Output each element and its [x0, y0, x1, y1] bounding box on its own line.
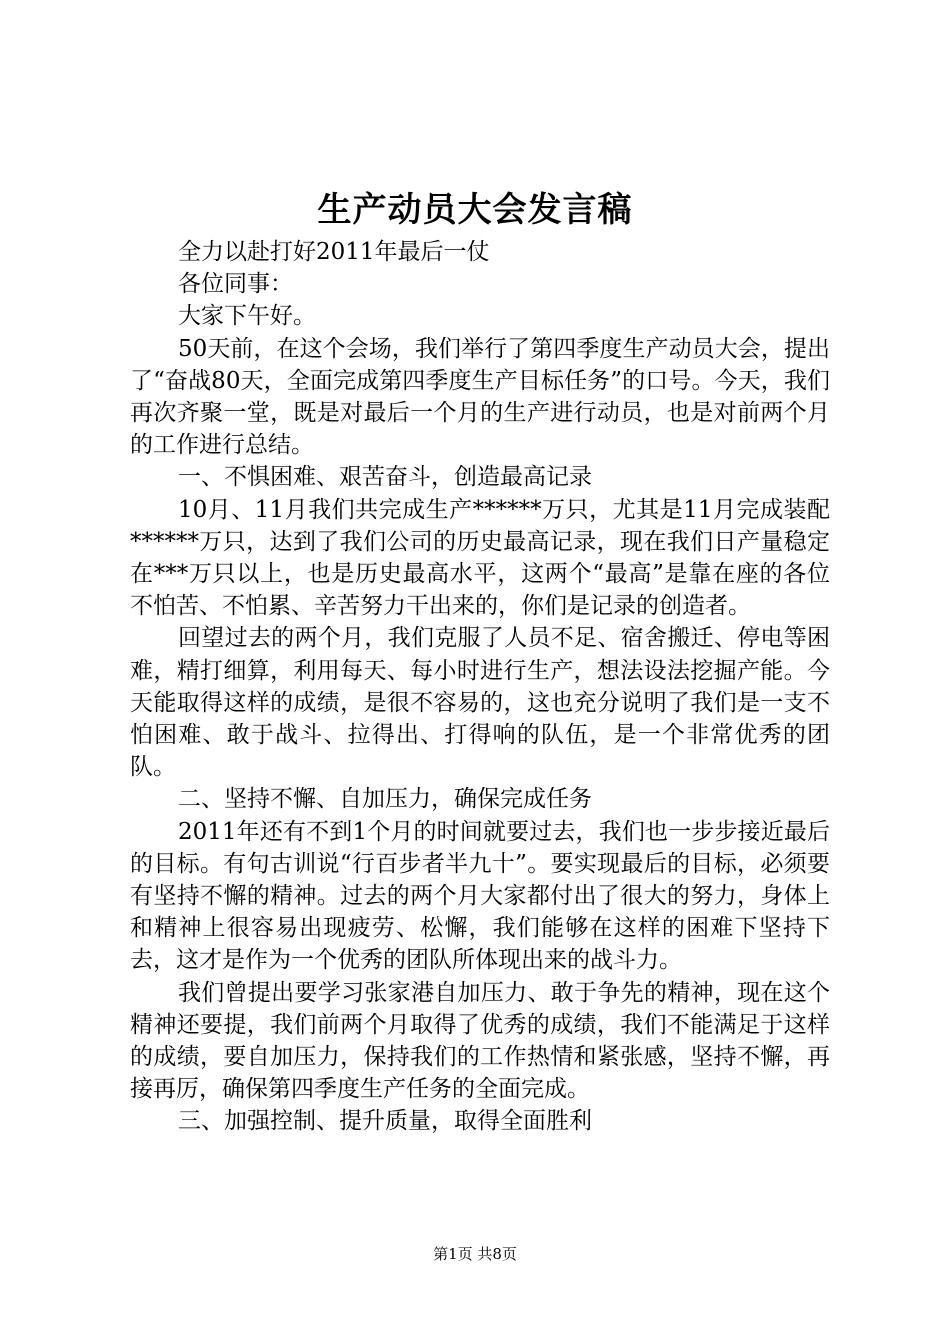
- document-body: [130, 236, 830, 1138]
- subtitle-paragraph: 全力以赴打好2011年最后一仗: [178, 239, 490, 265]
- section-heading-3: 三、加强控制、提升质量，取得全面胜利: [178, 1108, 592, 1135]
- body-paragraph: 10月、11月我们共完成生产******万只，尤其是11月完成装配******万只，达到了我们公司的历史最高记录，现在我们日产量稳定在***万只以上，也是历史最高水平，这两个“最高”是靠在座的各位不怕苦、不怕累、辛苦努力干出来的，你们是记录的创造者。: [130, 496, 830, 620]
- section-heading-1: 一、不惧困难、艰苦奋斗，创造最高记录: [178, 464, 592, 491]
- body-paragraph: 我们曾提出要学习张家港自加压力、敢于争先的精神，现在这个精神还要提，我们前两个月取得了优秀的成绩，我们不能满足于这样的成绩，要自加压力，保持我们的工作热情和紧张感，坚持不懈，再接再厉，确保第四季度生产任务的全面完成。: [130, 979, 830, 1103]
- body-paragraph: 回望过去的两个月，我们克服了人员不足、宿舍搬迁、停电等困难，精打细算，利用每天、每小时进行生产，想法设法挖掘产能。今天能取得这样的成绩，是很不容易的，这也充分说明了我们是一支不怕困难、敢于战斗、拉得出、打得响的队伍，是一个非常优秀的团队。: [130, 625, 830, 781]
- greeting-paragraph: 大家下午好。: [178, 303, 316, 330]
- body-paragraph: 2011年还有不到1个月的时间就要过去，我们也一步步接近最后的目标。有句古训说“行百步者半九十”。要实现最后的目标，必须要有坚持不懈的精神。过去的两个月大家都付出了很大的努力，身体上和精神上很容易出现疲劳、松懈，我们能够在这样的困难下坚持下去，这才是作为一个优秀的团队所体现出来的战斗力。: [130, 818, 830, 974]
- section-heading-2: 二、坚持不懈、自加压力，确保完成任务: [178, 786, 592, 813]
- intro-paragraph: 50天前，在这个会场，我们举行了第四季度生产动员大会，提出了“奋战80天，全面完成第四季度生产目标任务”的口号。今天，我们再次齐聚一堂，既是对最后一个月的生产进行动员，也是对前两个月的工作进行总结。: [130, 335, 830, 459]
- document-title: 生产动员大会发言稿: [317, 190, 633, 230]
- page-footer: 第1页 共8页: [433, 1245, 517, 1263]
- salutation-paragraph: 各位同事：: [178, 271, 293, 298]
